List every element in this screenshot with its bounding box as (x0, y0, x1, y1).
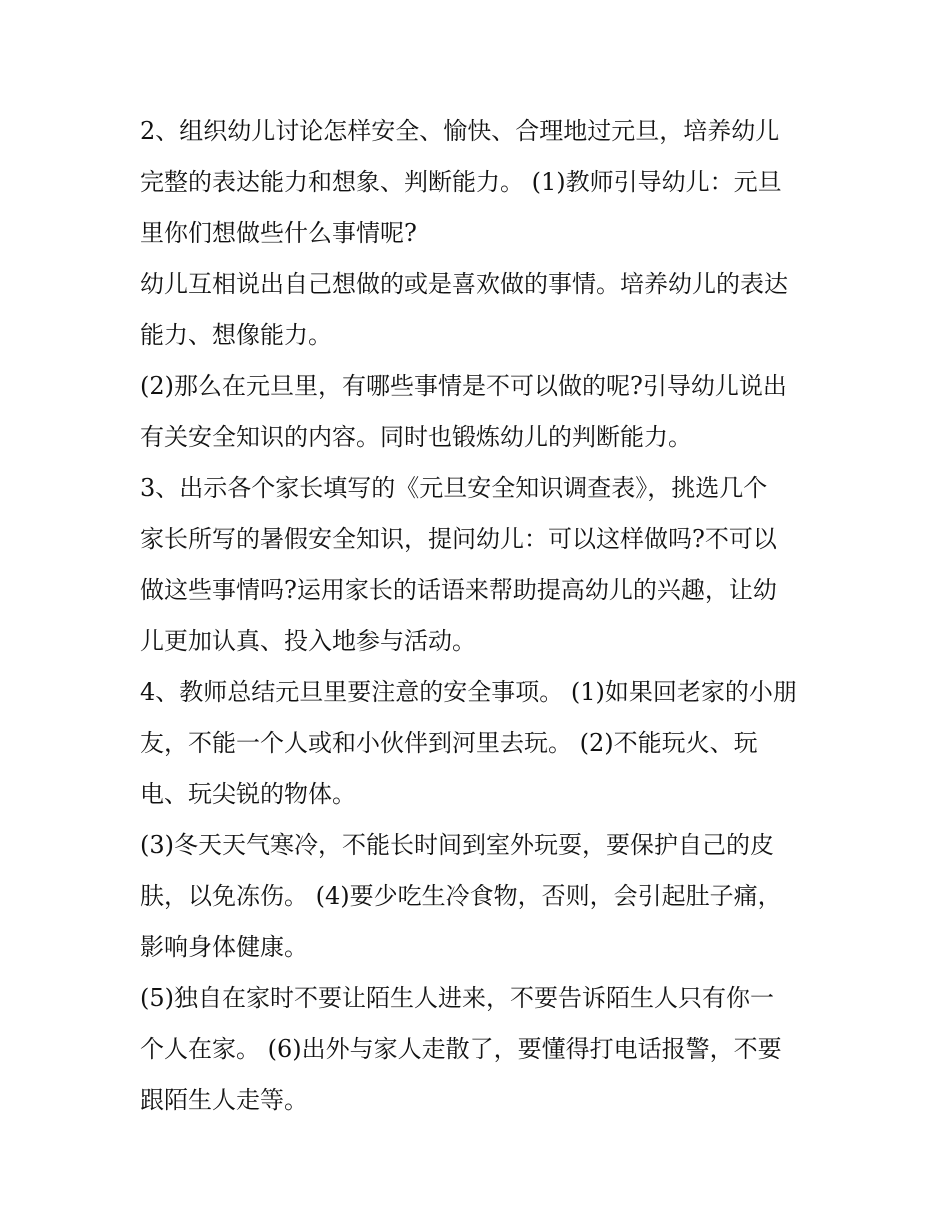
text-line: 里你们想做些什么事情呢? (140, 219, 417, 247)
text-line: 影响身体健康。 (140, 933, 308, 961)
text-line: 有关安全知识的内容。同时也锻炼幼儿的判断能力。 (140, 423, 692, 451)
text-line: 儿更加认真、投入地参与活动。 (140, 627, 476, 655)
text-line: (3)冬天天气寒冷，不能长时间到室外玩耍，要保护自己的皮 (140, 831, 774, 859)
text-line: 家长所写的暑假安全知识，提问幼儿：可以这样做吗?不可以 (140, 525, 777, 553)
text-line: 友，不能一个人或和小伙伴到河里去玩。 (2)不能玩火、玩 (140, 729, 758, 757)
text-line: 2、组织幼儿讨论怎样安全、愉快、合理地过元旦，培养幼儿 (140, 117, 780, 145)
text-line: 幼儿互相说出自己想做的或是喜欢做的事情。培养幼儿的表达 (140, 270, 788, 298)
document-body (140, 106, 830, 1126)
text-line: 能力、想像能力。 (140, 321, 332, 349)
text-line: 3、出示各个家长填写的《元旦安全知识调查表》，挑选几个 (140, 474, 768, 502)
text-line: 做这些事情吗?运用家长的话语来帮助提高幼儿的兴趣，让幼 (140, 576, 777, 604)
text-line: 4、教师总结元旦里要注意的安全事项。 (1)如果回老家的小朋 (140, 678, 797, 706)
text-line: 跟陌生人走等。 (140, 1086, 308, 1114)
text-line: (5)独自在家时不要让陌生人进来，不要告诉陌生人只有你一 (140, 984, 774, 1012)
text-line: 个人在家。 (6)出外与家人走散了，要懂得打电话报警，不要 (140, 1035, 782, 1063)
text-line: 电、玩尖锐的物体。 (140, 780, 356, 808)
text-line: (2)那么在元旦里，有哪些事情是不可以做的呢?引导幼儿说出 (140, 372, 787, 400)
text-line: 肤，以免冻伤。 (4)要少吃生冷食物，否则，会引起肚子痛， (140, 882, 782, 910)
text-line: 完整的表达能力和想象、判断能力。 (1)教师引导幼儿：元旦 (140, 168, 782, 196)
